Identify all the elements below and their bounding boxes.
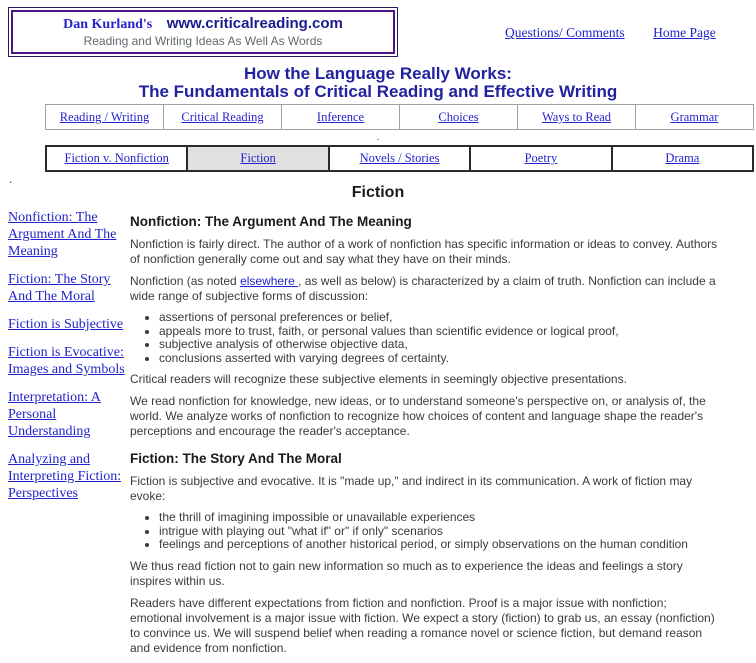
nav-cell-grammar[interactable] bbox=[636, 105, 753, 129]
reading-writing-link[interactable]: Reading / Writing bbox=[59, 110, 150, 124]
sidebar-item-fiction-subjective[interactable]: Fiction is Subjective bbox=[8, 317, 124, 332]
page-header bbox=[0, 0, 756, 58]
list-item: • the thrill of imagining impossible or unavailable experiences bbox=[159, 511, 720, 525]
nav-cell-poetry[interactable] bbox=[471, 147, 612, 170]
list-item: • feelings and perceptions of another historical period, or simply observations on the human condition bbox=[159, 538, 720, 552]
paragraph-critical-readers: Critical readers will recognize these subjective elements in seemingly objective presentations. bbox=[130, 372, 627, 386]
fiction-link[interactable]: Fiction bbox=[240, 151, 276, 165]
main-title-line2: The Fundamentals of Critical Reading and Effective Writing bbox=[138, 82, 618, 101]
inference-link[interactable]: Inference bbox=[316, 110, 365, 124]
section-heading-nonfiction: Nonfiction: The Argument And The Meaning bbox=[130, 214, 412, 229]
separator-dot: . bbox=[376, 131, 380, 143]
site-url-text: www.criticalreading.com bbox=[166, 15, 343, 32]
nav-cell-fiction-v-nonfiction[interactable] bbox=[47, 147, 188, 170]
nav-cell-ways-to-read[interactable] bbox=[518, 105, 636, 129]
paragraph-why-read-fiction: We thus read fiction not to gain new information so much as to experience the ideas and feelings a story inspires within us. bbox=[130, 558, 683, 588]
fiction-bullet-list bbox=[159, 511, 720, 552]
brand-line bbox=[17, 15, 389, 33]
sidebar-item-interpretation[interactable]: Interpretation: A Personal Understanding bbox=[8, 390, 101, 439]
nav-cell-reading-writing[interactable] bbox=[46, 105, 164, 129]
paragraph-text-before-link: Nonfiction (as noted bbox=[130, 274, 241, 288]
nav-cell-choices[interactable] bbox=[400, 105, 518, 129]
paragraph-fiction-subjective: Fiction is subjective and evocative. It is "made up," and indirect in its communication. A work of fiction may evoke: bbox=[130, 474, 693, 503]
content-layout bbox=[0, 202, 756, 663]
drama-link[interactable]: Drama bbox=[665, 151, 700, 165]
list-item: • assertions of personal preferences or belief, bbox=[159, 311, 720, 325]
secondary-nav bbox=[45, 145, 754, 172]
article bbox=[130, 202, 748, 663]
page-title: Fiction bbox=[351, 184, 405, 201]
site-brand-box bbox=[8, 7, 398, 57]
ways-to-read-link[interactable]: Ways to Read bbox=[541, 110, 612, 124]
nav-cell-fiction-active[interactable] bbox=[188, 147, 329, 170]
sidebar-item-nonfiction-argument[interactable]: Nonfiction: The Argument And The Meaning bbox=[8, 210, 117, 259]
nav-cell-critical-reading[interactable] bbox=[164, 105, 282, 129]
nav-cell-drama[interactable] bbox=[613, 147, 752, 170]
header-links bbox=[505, 24, 740, 42]
site-main-title bbox=[0, 58, 756, 101]
main-title-line1: How the Language Really Works: bbox=[244, 64, 512, 83]
novels-stories-link[interactable]: Novels / Stories bbox=[359, 151, 440, 165]
sidebar-item-analyzing-interpreting[interactable]: Analyzing and Interpreting Fiction: Perspectives bbox=[8, 452, 122, 501]
stray-dot: . bbox=[9, 172, 13, 186]
elsewhere-link[interactable]: elsewhere bbox=[240, 274, 299, 288]
paragraph-why-read-nonfiction: We read nonfiction for knowledge, new ideas, or to understand someone's perspective on, or analysis of, the world. We analyze works of nonfiction to recognize how choices of content and language shape the reader's perceptions and encourage the reader's acceptance. bbox=[130, 394, 706, 438]
questions-comments-link[interactable]: Questions/ Comments bbox=[505, 25, 625, 40]
nav-cell-inference[interactable] bbox=[282, 105, 400, 129]
paragraph-reader-expectations: Readers have different expectations from fiction and nonfiction. Proof is a major issue with nonfiction; emotional involvement is a major issue with fiction. We expect a story (fiction) to grab us, an essay (nonfiction) to convince us. We will suspend belief when reading a romance novel or science fiction, but demand reason and evidence from nonfiction. bbox=[130, 595, 715, 655]
sidebar bbox=[8, 202, 130, 513]
paragraph-text-after-link: , as well as below) is characterized by a claim of truth. Nonfiction can include a wide range of subjective forms of discussion: bbox=[130, 274, 716, 303]
paragraph-nonfiction-direct: Nonfiction is fairly direct. The author of a work of nonfiction has specific information or ideas to convey. Authors of nonfiction generally come out and say what they have on their minds. bbox=[130, 237, 718, 266]
list-item: • intrigue with playing out "what if" or" if only" scenarios bbox=[159, 525, 720, 539]
grammar-link[interactable]: Grammar bbox=[670, 110, 719, 124]
sidebar-item-fiction-evocative[interactable]: Fiction is Evocative: Images and Symbols bbox=[8, 345, 125, 377]
fiction-v-nonfiction-link[interactable]: Fiction v. Nonfiction bbox=[64, 151, 169, 165]
poetry-link[interactable]: Poetry bbox=[524, 151, 558, 165]
sidebar-item-fiction-story-moral[interactable]: Fiction: The Story And The Moral bbox=[8, 272, 111, 304]
list-item: • conclusions asserted with varying degrees of certainty. bbox=[159, 352, 720, 366]
primary-nav bbox=[45, 104, 754, 130]
critical-reading-link[interactable]: Critical Reading bbox=[181, 110, 264, 124]
site-brand-inner bbox=[11, 10, 395, 54]
list-item: • appeals more to trust, faith, or personal values than scientific evidence or logical proof, bbox=[159, 325, 720, 339]
choices-link[interactable]: Choices bbox=[438, 110, 479, 124]
site-owner-text: Dan Kurland's bbox=[63, 17, 153, 32]
section-heading-fiction: Fiction: The Story And The Moral bbox=[130, 451, 342, 466]
nav-cell-novels-stories[interactable] bbox=[330, 147, 471, 170]
home-page-link[interactable]: Home Page bbox=[653, 25, 716, 40]
site-tagline: Reading and Writing Ideas As Well As Words bbox=[83, 34, 323, 48]
list-item: • subjective analysis of otherwise objective data, bbox=[159, 338, 720, 352]
paragraph-claim-of-truth bbox=[130, 274, 720, 304]
nonfiction-bullet-list bbox=[159, 311, 720, 365]
